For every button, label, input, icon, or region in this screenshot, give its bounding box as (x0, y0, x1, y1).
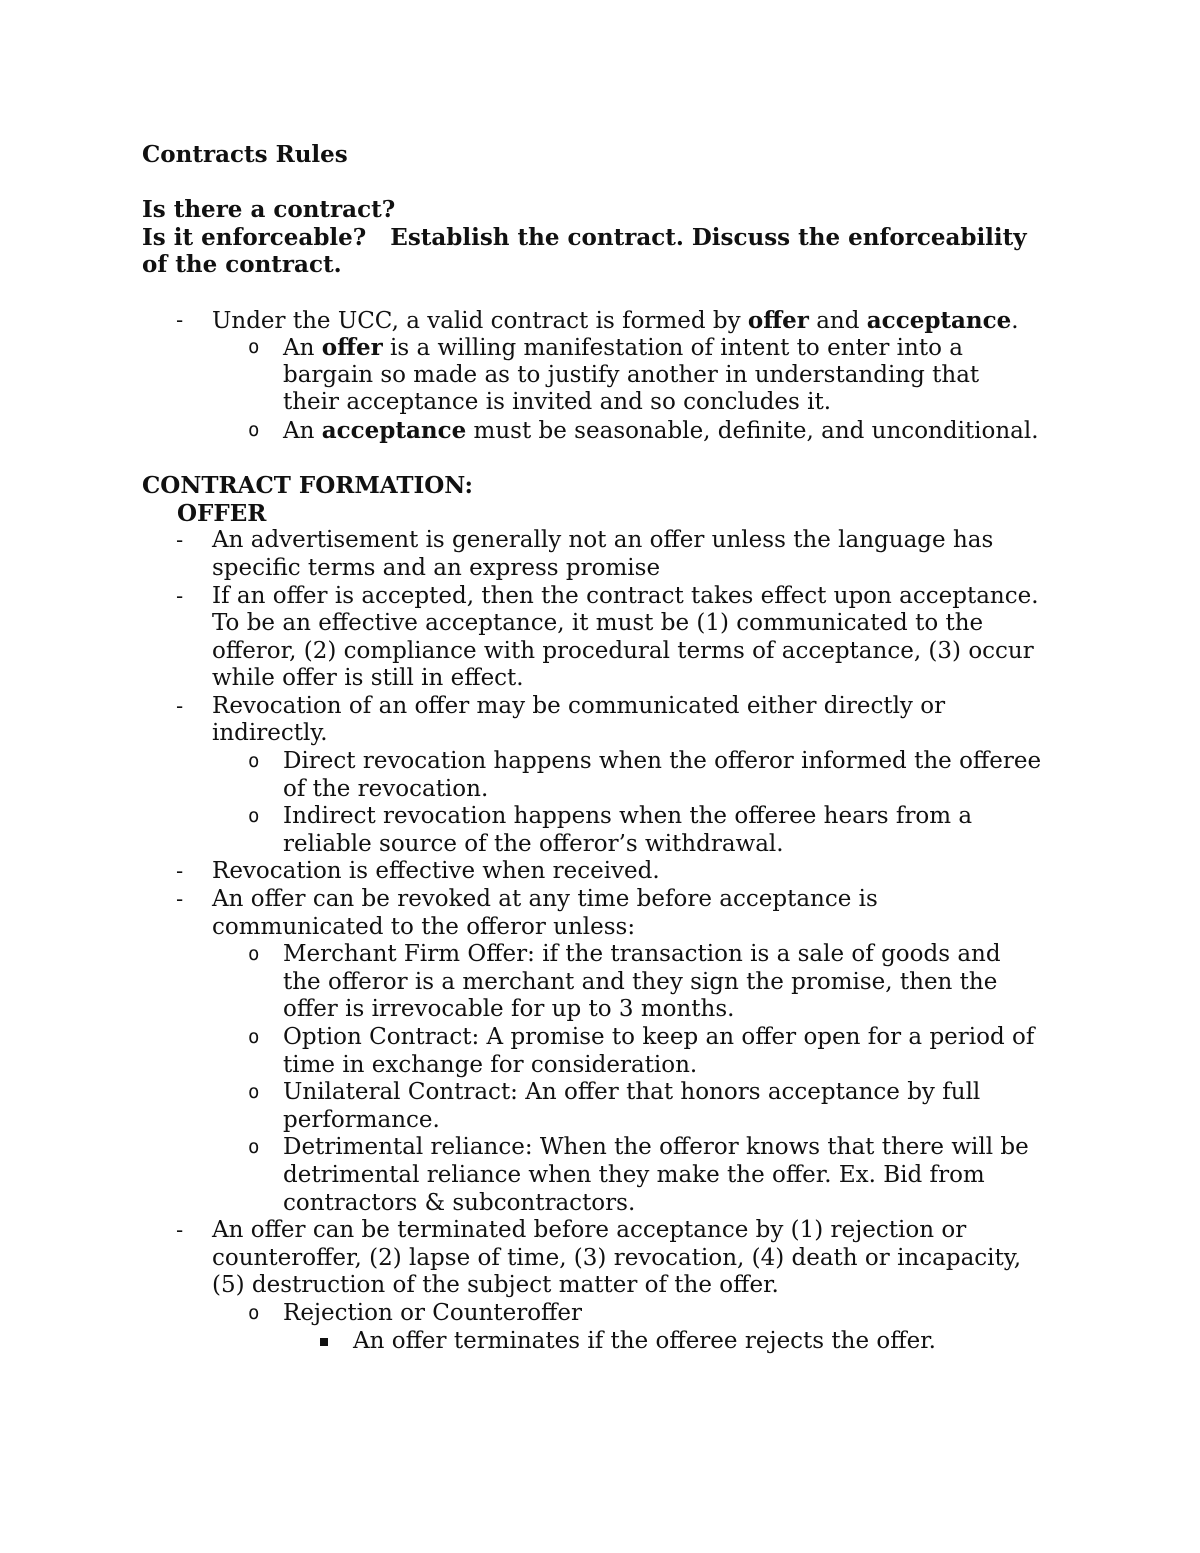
text-bold: acceptance (866, 306, 1012, 334)
section-heading: CONTRACT FORMATION: (142, 472, 473, 500)
sub-list-item-cont: reliable source of the offeror’s withdrawal. (283, 830, 784, 857)
sub-list-item (142, 941, 1082, 969)
list-item (142, 1217, 1082, 1245)
list-item-cont: indirectly. (212, 720, 328, 747)
sub-sub-list-item (142, 1328, 1082, 1356)
list-item (142, 583, 1082, 611)
sub-list-item-cont: detrimental reliance when they make the offer. Ex. Bid from (283, 1161, 985, 1188)
sub-list-item (142, 417, 1082, 445)
list-item (142, 307, 1082, 335)
text-run: Direct revocation happens when the offeror informed the offeree (283, 748, 1042, 775)
text-run: Indirect revocation happens when the offeree hears from a (283, 803, 973, 830)
question-enforceable: Is it enforceable? Establish the contract. Discuss the enforceability (142, 223, 1027, 251)
list-item (142, 858, 1082, 886)
list-item-cont: while offer is still in effect. (212, 665, 524, 692)
document-body (142, 141, 1082, 1355)
circle-bullet: o (248, 750, 260, 773)
text-run: An (283, 417, 322, 444)
text-run: Unilateral Contract: An offer that honors acceptance by full (283, 1079, 981, 1106)
dash-bullet: - (176, 693, 184, 718)
text-run: If an offer is accepted, then the contract takes effect upon acceptance. (212, 582, 1039, 609)
dash-bullet: - (176, 859, 184, 884)
text-run: must be seasonable, definite, and unconditional. (466, 417, 1039, 444)
text-run: Option Contract: A promise to keep an offer open for a period of (283, 1024, 1035, 1050)
text-run: An (283, 335, 322, 362)
list-item-cont: offeror, (2) compliance with procedural terms of acceptance, (3) occur (212, 637, 1034, 664)
sub-list-item (142, 1024, 1082, 1052)
sub-list-item-cont: the offeror is a merchant and they sign the promise, then the (283, 968, 998, 995)
sub-list-item-cont: of the revocation. (283, 775, 489, 802)
sub-list-item (142, 1300, 1082, 1328)
sub-list-item-cont: bargain so made as to justify another in understanding that (283, 361, 980, 388)
circle-bullet: o (248, 1301, 260, 1324)
text-run: An advertisement is generally not an offer unless the language has (212, 527, 994, 554)
list-item (142, 886, 1082, 914)
circle-bullet: o (248, 1081, 260, 1104)
text-run: An offer can be revoked at any time before acceptance is (212, 886, 878, 913)
spacer (142, 169, 1082, 197)
list-item-cont: (5) destruction of the subject matter of the offer. (212, 1272, 779, 1299)
document-title: Contracts Rules (142, 141, 348, 168)
sub-list-item-cont: contractors & subcontractors. (283, 1189, 636, 1216)
question-enforceable-cont: of the contract. (142, 251, 342, 279)
dash-bullet: - (176, 1218, 184, 1243)
text-bold: acceptance (321, 416, 467, 444)
text-run: Merchant Firm Offer: if the transaction is a sale of goods and (283, 941, 1001, 968)
list-item (142, 693, 1082, 721)
square-bullet-icon (320, 1338, 328, 1346)
dash-bullet: - (176, 887, 184, 912)
circle-bullet: o (248, 1136, 260, 1159)
list-item (142, 527, 1082, 555)
sub-list-item-cont: performance. (283, 1106, 440, 1133)
sub-list-item-cont: time in exchange for consideration. (283, 1051, 698, 1078)
text-bold: offer (321, 334, 383, 362)
sub-list-item (142, 1134, 1082, 1162)
text-run: An offer terminates if the offeree rejects the offer. (353, 1327, 936, 1354)
circle-bullet: o (248, 418, 260, 441)
text-run: is a willing manifestation of intent to enter into a (382, 335, 963, 362)
text-run: An offer can be terminated before acceptance by (1) rejection or (212, 1217, 967, 1244)
text-run: Revocation of an offer may be communicated either directly or (212, 692, 946, 719)
list-item-cont: specific terms and an express promise (212, 554, 661, 581)
text-bold: offer (747, 306, 809, 334)
circle-bullet: o (248, 336, 260, 359)
sub-list-item (142, 803, 1082, 831)
dash-bullet: - (176, 528, 184, 553)
sub-list-item (142, 334, 1082, 362)
text-run: Rejection or Counteroffer (283, 1299, 582, 1326)
text-run: Revocation is effective when received. (212, 858, 660, 885)
sub-list-item-cont: their acceptance is invited and so concludes it. (283, 389, 832, 416)
subsection-heading: OFFER (177, 499, 267, 527)
dash-bullet: - (176, 307, 184, 332)
text-run: Under the UCC, a valid contract is formed by (212, 307, 748, 334)
sub-list-item (142, 1079, 1082, 1107)
list-item-cont: To be an effective acceptance, it must be (1) communicated to the (212, 610, 984, 637)
text-run: and (808, 307, 867, 334)
sub-list-item (142, 748, 1082, 776)
circle-bullet: o (248, 943, 260, 966)
circle-bullet: o (248, 1026, 260, 1048)
list-item-cont: counteroffer, (2) lapse of time, (3) revocation, (4) death or incapacity, (212, 1244, 1022, 1271)
spacer (142, 445, 1082, 473)
dash-bullet: - (176, 583, 184, 608)
text-run: . (1011, 307, 1019, 334)
list-item-cont: communicated to the offeror unless: (212, 913, 636, 940)
circle-bullet: o (248, 805, 260, 828)
text-run: Detrimental reliance: When the offeror knows that there will be (283, 1134, 1029, 1161)
spacer (142, 279, 1082, 307)
sub-list-item-cont: offer is irrevocable for up to 3 months. (283, 996, 735, 1023)
question-contract: Is there a contract? (142, 196, 396, 224)
